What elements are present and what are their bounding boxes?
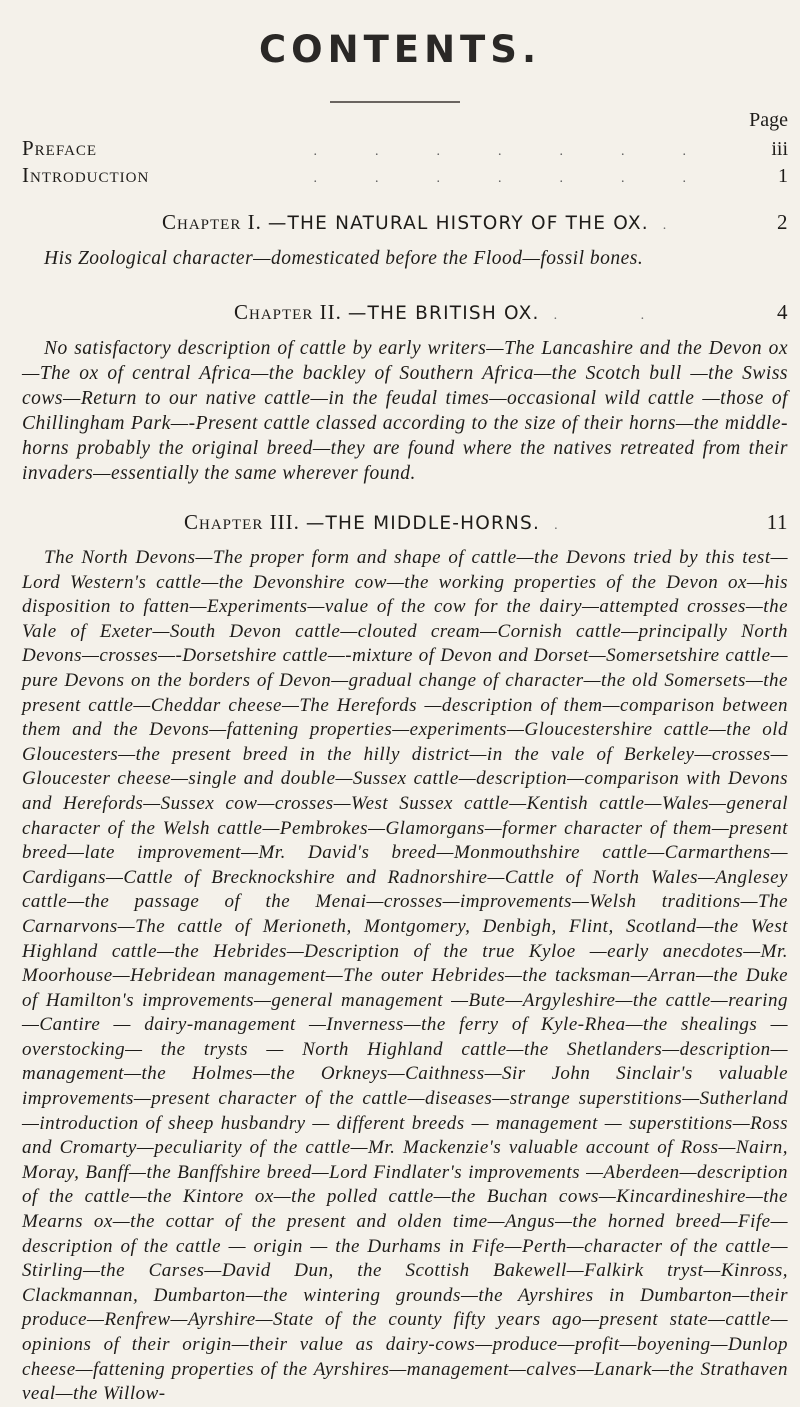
chapter-label: Chapter II. [234, 300, 342, 324]
toc-entry-page: 1 [778, 165, 788, 187]
chapter-label: Chapter I. [162, 210, 262, 234]
chapter-title: —THE MIDDLE-HORNS. [305, 513, 541, 534]
toc-entry-page: iii [771, 138, 788, 160]
chapter-2-heading[interactable] [22, 300, 788, 330]
chapter-1-heading[interactable] [22, 210, 788, 240]
leader-dots: . [662, 218, 707, 233]
chapter-summary: The North Devons—The proper form and shape of cattle—the Devons tried by this test—Lord Western's cattle—the Devonshire cow—the working properties of the Devon ox—his disposition to fatten—Experiments—value of the cow for the dairy—attempted crosses—the Vale of Exeter—South Devon cattle—clouted cream—Cornish cattle—principally North Devons—crosses—-Dorsetshire cattle—-mixture of Devon and Dorset—Somersetshire cattle—pure Devons on the borders of Devon—gradual change of character—the old Somersets—the present cattle—Cheddar cheese—The Herefords —description of them—comparison between them and the Devons—fattening properties—experiments—Gloucestershire cattle—the old Gloucesters—the present breed in the hilly district—in the vale of Berkeley—crosses—Gloucester cheese—single and double—Sussex cattle—description—comparison with Devons and Herefords—Sussex cow—crosses—West Sussex cattle—Kentish cattle—Wales—general character of the Welsh cattle—Pembrokes—Glamorgans—former character of them—present breed—late improvement—Mr. David's breed—Monmouthshire cattle—Carmarthens—Cardigans—Cattle of Brecknockshire and Radnorshire—Cattle of North Wales—Anglesey cattle—the passage of the Menai—crosses—improvements—Welsh traditions—The Carnarvons—The cattle of Merioneth, Montgomery, Denbigh, Flint, Scotland—the West Highland cattle—the Hebrides—Description of the true Kyloe —early anecdotes—Mr. Moorhouse—Hebridean management—The outer Hebrides—the tacksman—Arran—the Duke of Hamilton's improvements—general management —Bute—Argyleshire—the cattle—rearing—Cantire — dairy-management —Inverness—the ferry of Kyle-Rhea—the shealings —overstocking— the trysts — North Highland cattle—the Shetlanders—description— management—the Holmes—the Orkneys—Caithness—Sir John Sinclair's valuable improvements—present character of the cattle—diseases—strange superstitions—Sutherland—introduction of sheep husbandry — different breeds — management — superstitions—Ross and Cromarty—peculiarity of the cattle—Mr. Mackenzie's valuable account of Ross—Nairn, Moray, Banff—the Banffshire breed—Lord Findlater's improvements —Aberdeen—description of the cattle—the Kintore ox—the polled cattle—the Buchan cows—Kincardineshire—the Mearns ox—the cottar of the present and olden time—Angus—the horned breed—Fife—description of the cattle — origin — the Durhams in Fife—Perth—character of the cattle—Stirling—the Carses—David Dun, the Scottish Bakewell—Falkirk tryst—Kinross, Clackmannan, Dumbarton—the wintering grounds—the Ayrshires in Dumbarton—their produce—Renfrew—Ayrshire—State of the county fifty years ago—present state—cattle—opinions of their origin—their value as dairy-cows—produce—profit—boyening—Dunlop cheese—fattening properties of the Ayrshires—management—calves—Lanark—the Strathaven veal—the Willow- [22, 547, 788, 1405]
chapter-page: 2 [777, 210, 788, 234]
leader-dots: ....... [313, 144, 744, 159]
chapter-label: Chapter III. [184, 510, 300, 534]
chapter-3 [22, 510, 788, 1407]
chapter-3-heading[interactable] [22, 510, 788, 540]
toc-entry-preface[interactable] [22, 136, 788, 162]
chapter-2 [22, 300, 788, 486]
page-title: CONTENTS. [259, 28, 541, 71]
chapter-title: —THE NATURAL HISTORY OF THE OX. [267, 213, 649, 234]
chapter-page: 11 [766, 510, 788, 534]
leader-dots: . [554, 518, 598, 533]
toc-entry-label: Introduction [22, 163, 150, 187]
leader-dots: ....... [313, 171, 744, 186]
chapter-title: —THE BRITISH OX. [347, 303, 540, 324]
chapter-page: 4 [777, 300, 788, 324]
chapter-summary: No satisfactory description of cattle by early writers—The Lancashire and the Devon ox—The ox of central Africa—the backley of Southern Africa—the Scotch bull —the Swiss cows—Return to our native cattle—in the feudal times—occasional wild cattle —those of Chillingham Park—-Present cattle classed according to the size of their horns—the middle-horns probably the original breed—they are found where the natives retreated from their invaders—essentially the same wherever found. [22, 338, 788, 484]
toc-entry-introduction[interactable] [22, 163, 788, 189]
chapter-summary: His Zoological character—domesticated before the Flood—fossil bones. [44, 248, 644, 269]
leader-dots: . . [553, 308, 685, 323]
page-column-header: Page [749, 109, 788, 131]
chapter-1 [22, 210, 788, 271]
title-rule [330, 101, 460, 103]
toc-entry-label: Preface [22, 136, 98, 160]
